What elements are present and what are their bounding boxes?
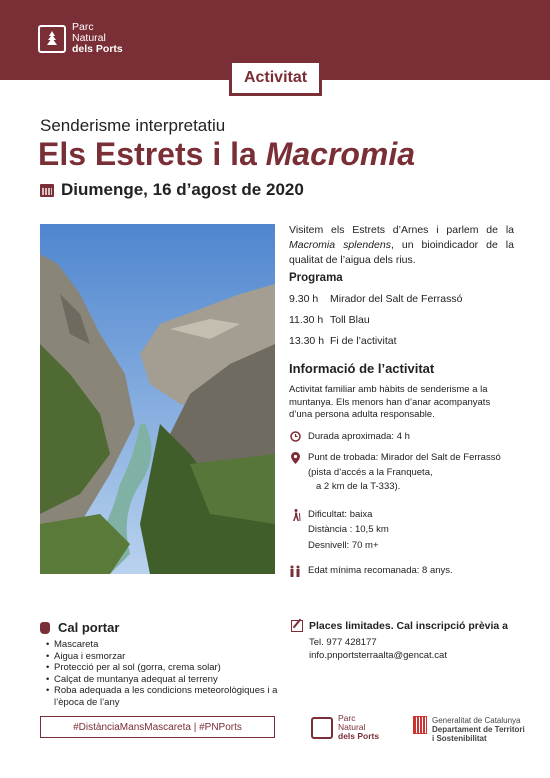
distance-row: Distància : 10,5 km	[308, 524, 389, 535]
brand-line-2: Natural	[72, 32, 106, 44]
event-date	[40, 180, 304, 200]
programa-heading: Programa	[289, 272, 343, 284]
gencat-logo: Generalitat de Catalunya Departament de Territori i Sostenibilitat	[413, 716, 525, 743]
details-column	[289, 223, 514, 578]
family-icon	[289, 565, 301, 578]
edit-icon	[291, 620, 303, 632]
info-description: Activitat familiar amb hàbits de senderisme a la muntanya. Els menors han d’anar acompanyats d’una persona adulta responsable.	[289, 384, 491, 420]
hiker-icon	[289, 509, 301, 522]
hashtags-box: #DistànciaMansMascareta | #PNPorts	[40, 716, 275, 738]
cal-portar-section	[40, 620, 285, 708]
event-title	[38, 136, 415, 173]
species-name: Macromia splendens	[289, 239, 391, 251]
elevation-row: Desnivell: 70 m+	[308, 539, 379, 551]
registration-section	[291, 620, 531, 662]
programa-row: 9.30 h Mirador del Salt de Ferrassó	[289, 293, 463, 305]
intro-text: Visitem els Estrets d’Arnes i parlem de la Macromia splendens, un bioindicador de la qualitat de l’aigua dels rius.	[289, 224, 514, 266]
bag-icon	[40, 622, 50, 634]
calendar-icon	[40, 184, 54, 197]
clock-icon	[289, 431, 301, 444]
age-row: Edat mínima recomanada: 8 anys.	[289, 565, 514, 578]
duration-row: Durada aproximada: 4 h	[289, 431, 514, 444]
event-title-plain: Els Estrets i la	[38, 136, 266, 172]
list-item: • Protecció per al sol (gorra, crema solar)	[54, 662, 285, 674]
phone-number: Tel. 977 428177	[309, 637, 377, 648]
footer-park-logo-icon	[311, 717, 333, 739]
footer-park-logo: Parc Natural dels Ports	[311, 714, 379, 741]
senyera-icon	[413, 716, 427, 734]
email-link[interactable]: info.pnportsterraalta@gencat.cat	[309, 650, 447, 661]
gorge-photo	[40, 224, 275, 574]
places-heading: Places limitades. Cal inscripció prèvia a	[309, 620, 509, 632]
cal-portar-list	[40, 639, 285, 708]
park-logo-icon	[38, 25, 66, 53]
meeting-point-row: Punt de trobada: Mirador del Salt de Ferrassó (pista d’accés a la Franqueta, a 2 km de la T-333).	[289, 452, 514, 496]
brand-line-1: Parc	[72, 21, 94, 33]
programa-row: 13.30 h Fi de l’activitat	[289, 335, 397, 347]
programa-row: 11.30 h Toll Blau	[289, 314, 370, 326]
location-pin-icon	[289, 452, 301, 496]
event-date-text: Diumenge, 16 d’agost de 2020	[61, 180, 304, 199]
park-logo	[38, 22, 123, 55]
activity-tag: Activitat	[229, 60, 322, 96]
list-item: • Calçat de muntanya adequat al terreny	[54, 674, 285, 686]
list-item: • Aigua i esmorzar	[54, 651, 285, 663]
difficulty-row: Dificultat: baixa	[289, 509, 514, 522]
brand-line-3: dels Ports	[72, 43, 123, 55]
event-title-italic: Macromia	[265, 136, 416, 172]
info-heading: Informació de l’activitat	[289, 361, 435, 376]
list-item: • Roba adequada a les condicions meteorològiques i a l’època de l’any	[54, 685, 285, 708]
event-subtitle: Senderisme interpretatiu	[40, 116, 226, 135]
cal-portar-heading: Cal portar	[58, 620, 120, 635]
list-item: • Mascareta	[54, 639, 285, 651]
